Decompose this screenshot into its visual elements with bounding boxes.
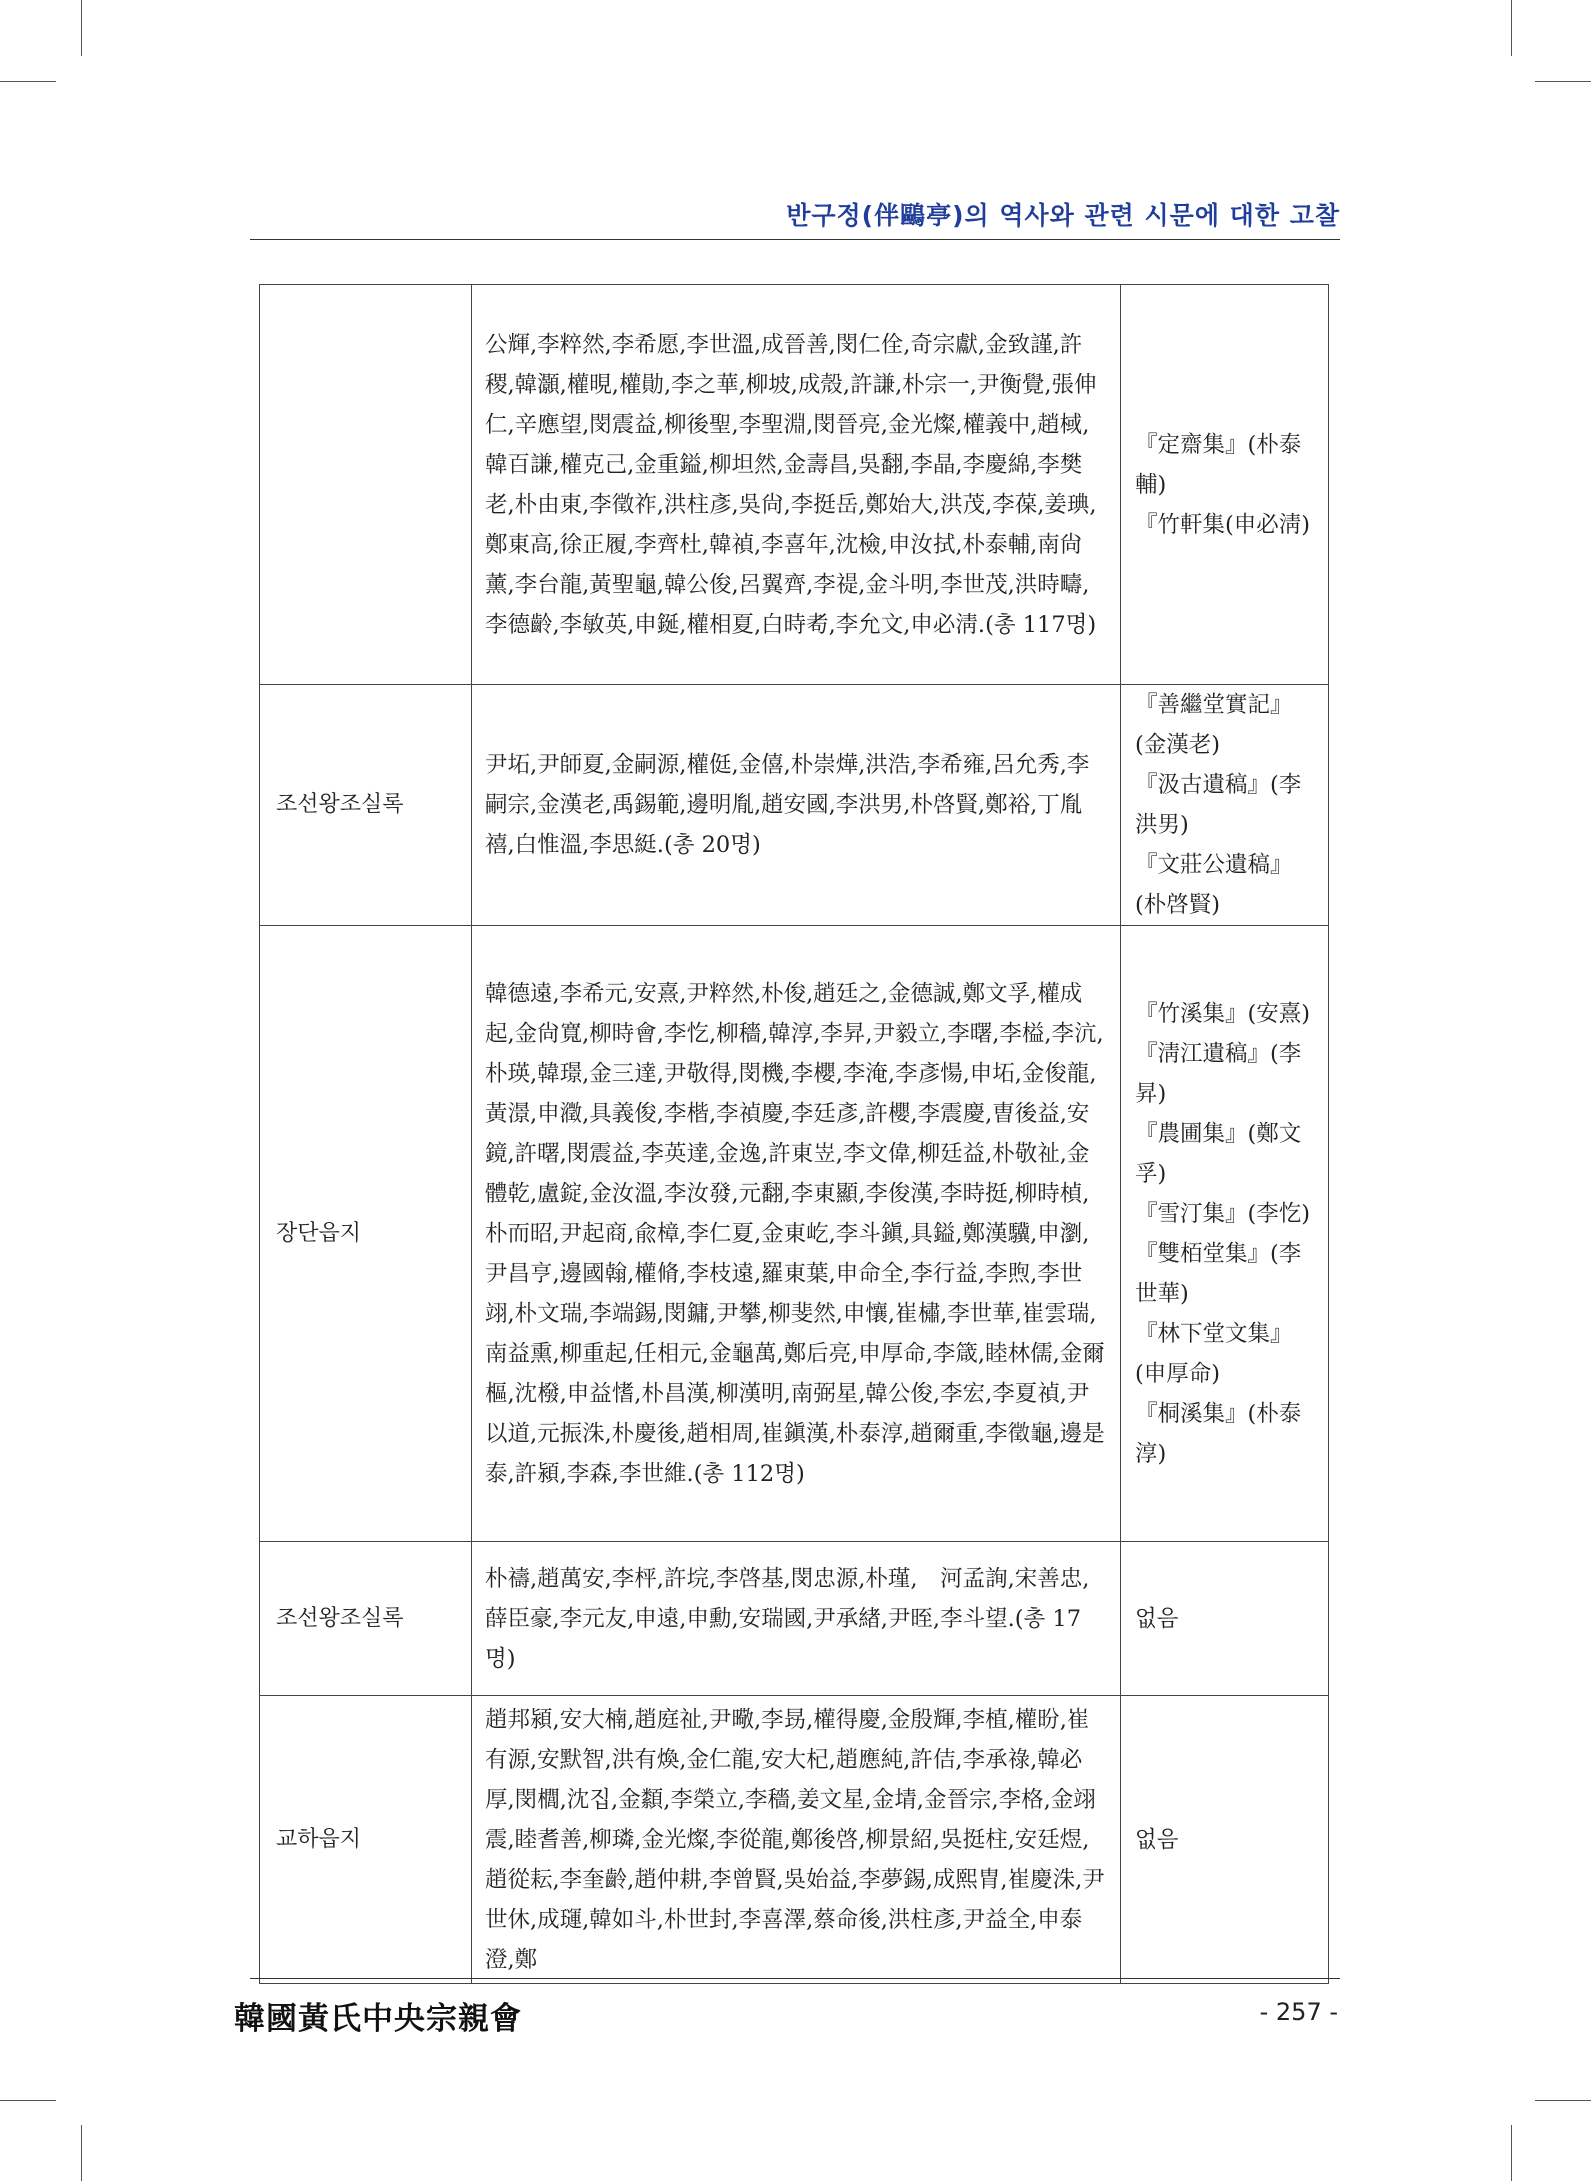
ref-item: 『文莊公遺稿』(朴啓賢) [1135,852,1293,918]
crop-mark [81,0,82,56]
crop-mark [1535,81,1591,82]
ref-item: 『農圃集』(鄭文孚) [1135,1120,1302,1187]
ref-item: 『林下堂文集』(申厚命) [1135,1320,1293,1387]
crop-mark [1511,0,1512,56]
ref-item: 『定齋集』(朴泰輔) [1135,431,1302,498]
crop-mark [1535,2100,1591,2101]
refs-cell [1121,1542,1329,1696]
footer-rule [250,1978,1340,1979]
ref-item: 『雪汀集』(李忔) [1135,1200,1311,1227]
ref-item: 『雙栢堂集』(李世華) [1135,1240,1302,1307]
source-cell: 장단읍지 [260,926,472,1542]
ref-item: 『淸江遺稿』(李昇) [1135,1040,1302,1107]
table-row [260,1696,1329,1984]
page-number: - 257 - [1259,1998,1338,2026]
refs-cell [1121,285,1329,685]
crop-mark [0,2100,56,2101]
names-cell: 朴禱,趙萬安,李枰,許垸,李啓基,閔忠源,朴瑾, 河孟詢,宋善忠,薛臣豪,李元友,申遠,申勳,安瑞國,尹承緖,尹晊,李斗望.(총 17명) [472,1542,1121,1696]
ref-item: 없음 [1135,1826,1179,1853]
names-cell: 韓德遠,李希元,安熹,尹粹然,朴俊,趙廷之,金德誠,鄭文孚,權成起,金尙寬,柳時會,李忔,柳穡,韓淳,李昇,尹毅立,李曙,李榏,李沆,朴瑛,韓璟,金三達,尹敬得,閔機,李櫻,李淹,李彥愓,申坧,金俊龍,黃澋,申瀓,具義俊,李楷,李禎慶,李廷彥,許櫻,李震慶,曺後益,安鏡,許曙,閔震益,李英達,金逸,許東岦,李文偉,柳廷益,朴敬祉,金體乾,盧錠,金汝溫,李汝發,元翻,李東顯,李俊漢,李時挺,柳時楨,朴而昭,尹起商,兪樟,李仁夏,金東屹,李斗鎭,具鎰,鄭漢驥,申瀏,尹昌亨,邊國翰,權脩,李枝遠,羅東葉,申命全,李行益,李煦,李世翊,朴文瑞,李端錫,閔鏞,尹攀,柳斐然,申懹,崔橚,李世華,崔雲瑞,南益熏,柳重起,任相元,金龜萬,鄭后亮,申厚命,李箴,睦林儒,金爾樞,沈橃,申益愭,朴昌漢,柳漢明,南弼星,韓公俊,李宏,李夏禎,尹以道,元振洙,朴慶後,趙相周,崔鎭漢,朴泰淳,趙爾重,李徵龜,邊是泰,許潁,李森,李世維.(총 112명) [472,926,1121,1542]
ref-item: 『竹軒集(申必淸) [1135,511,1311,538]
source-cell: 조선왕조실록 [260,685,472,926]
refs-cell [1121,926,1329,1542]
refs-cell [1121,1696,1329,1984]
ref-item: 『汲古遺稿』(李洪男) [1135,772,1302,838]
crop-mark [1511,2125,1512,2181]
names-cell: 公輝,李粹然,李希愿,李世溫,成晉善,閔仁佺,奇宗獻,金致謹,許稷,韓灝,權晛,權勛,李之華,柳坡,成殼,許謙,朴宗一,尹衡覺,張伸仁,辛應望,閔震益,柳後聖,李聖淵,閔晉亮,金光燦,權義中,趙棫,韓百謙,權克己,金重鎰,柳坦然,金壽昌,吳翻,李晶,李慶綿,李樊老,朴由東,李徵祚,洪柱彥,吳尙,李挺岳,鄭始大,洪茂,李葆,姜琠,鄭東高,徐正履,李齊杜,韓禎,李喜年,沈檢,申汝拭,朴泰輔,南尙薰,李台龍,黃聖龜,韓公俊,呂翼齊,李禔,金斗明,李世茂,洪時疇,李德齡,李敏英,申鋋,權相夏,白時耇,李允文,申必淸.(총 117명) [472,285,1121,685]
source-cell: 교하읍지 [260,1696,472,1984]
table-row [260,285,1329,685]
source-cell: 조선왕조실록 [260,1542,472,1696]
footer-logo: 韓國黃氏中央宗親會 [234,2001,522,2037]
names-cell: 尹坧,尹師夏,金嗣源,權侹,金僖,朴崇燁,洪浩,李希雍,呂允秀,李嗣宗,金漢老,禹錫範,邊明胤,趙安國,李洪男,朴啓賢,鄭裕,丁胤禧,白惟溫,李思綎.(총 20명) [472,685,1121,926]
ref-item: 『竹溪集』(安熹) [1135,1000,1311,1027]
header-rule [250,239,1340,240]
crop-mark [81,2125,82,2181]
ref-item: 『善繼堂實記』(金漢老) [1135,692,1293,758]
poets-table [259,284,1329,1984]
names-cell: 趙邦潁,安大楠,趙庭祉,尹曔,李昮,權得慶,金殷輝,李植,權昐,崔有源,安默智,洪有煥,金仁龍,安大杞,趙應純,許佶,李承祿,韓必厚,閔櫚,沈집,金纇,李榮立,李穡,姜文星,金埥,金晉宗,李格,金翊震,睦耆善,柳璘,金光燦,李從龍,鄭後啓,柳景紹,吳挺柱,安廷煜,趙從耘,李奎齡,趙仲耕,李曾賢,吳始益,李夢錫,成熙胄,崔慶洙,尹世休,成璭,韓如斗,朴世封,李喜澤,蔡命後,洪柱彥,尹益全,申泰澄,鄭 [472,1696,1121,1984]
refs-cell [1121,685,1329,926]
table-row [260,926,1329,1542]
source-cell [260,285,472,685]
ref-item: 없음 [1135,1605,1179,1632]
running-header: 반구정(伴鷗亭)의 역사와 관련 시문에 대한 고찰 [786,201,1340,230]
table-row [260,1542,1329,1696]
crop-mark [0,81,56,82]
ref-item: 『桐溪集』(朴泰淳) [1135,1400,1302,1467]
table-row [260,685,1329,926]
